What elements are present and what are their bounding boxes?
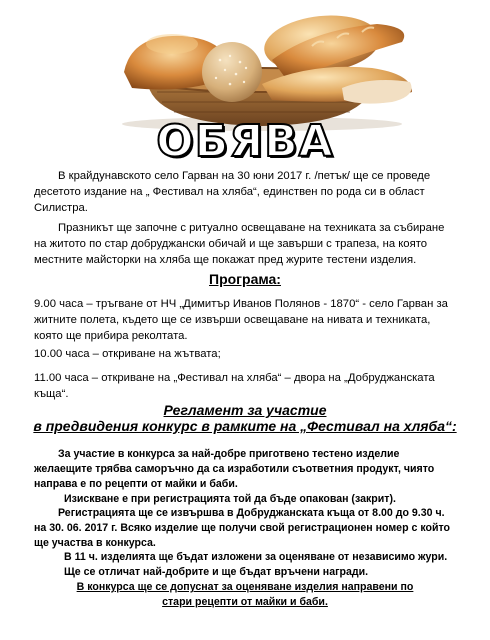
- rules-paragraph-packaging: Изискване е при регистрацията той да бъде опакован (закрит).: [64, 493, 396, 505]
- rules-heading-line-2: в предвидения конкурс в рамките на „Фестивал на хляба“:: [33, 418, 457, 434]
- rules-paragraph-registration: Регистрацията ще се извършва в Добруджанската къща от 8.00 до 9.30 ч. на 30. 06. 2017 г. Всяко изделие ще получи свой регистрационен номер с който ще участва в конкурса.: [34, 507, 450, 549]
- rules-closing-line-1: В конкурса ще се допуснат за оценяване изделия направени по: [76, 581, 414, 593]
- intro-paragraph-2: Празникът ще започне с ритуално освещаване на техниката за събиране на житото по стар добруджански обичай и ще завърши с трапеза, на която местните майсторки на хляба ще покажат пред журите тестени изделия.: [34, 222, 445, 266]
- rules-paragraph-exhibition: В 11 ч. изделията ще бъдат изложени за оценяване от независимо жури.: [64, 551, 448, 563]
- bread-basket-image: [112, 2, 422, 132]
- rules-heading-line-1: Регламент за участие: [163, 402, 327, 418]
- rules-closing-line-2: стари рецепти от майки и баби.: [162, 596, 328, 608]
- poster-title: ОБЯВА: [156, 116, 334, 167]
- program-item-9: 9.00 часа – тръгване от НЧ „Димитър Иванов Полянов - 1870“ - село Гарван за житните полета, където ще се извърши освещаване на нивата и техниката, която ще прибира реколтата.: [34, 298, 448, 342]
- program-item-11: 11.00 часа – откриване на „Фестивал на хляба“ – двора на „Добруджанската къща“.: [34, 372, 435, 400]
- rules-paragraph-participation: За участие в конкурса за най-добре приготвено тестено изделие желаещите трябва саморъчно да са изработили съответния продукт, чиято направа е по рецепти от майки и баби.: [34, 448, 435, 490]
- program-item-10: 10.00 часа – откриване на жътвата;: [34, 348, 221, 360]
- intro-paragraph-1: В крайдунавското село Гарван на 30 юни 2017 г. /петък/ ще се проведе десетото издание на „ Фестивал на хляба“, единствен по рода си в област Силистра.: [34, 170, 431, 214]
- program-heading: Програма:: [209, 271, 281, 287]
- rules-paragraph-awards: Ще се отличат най-добрите и ще бъдат връчени награди.: [64, 566, 369, 578]
